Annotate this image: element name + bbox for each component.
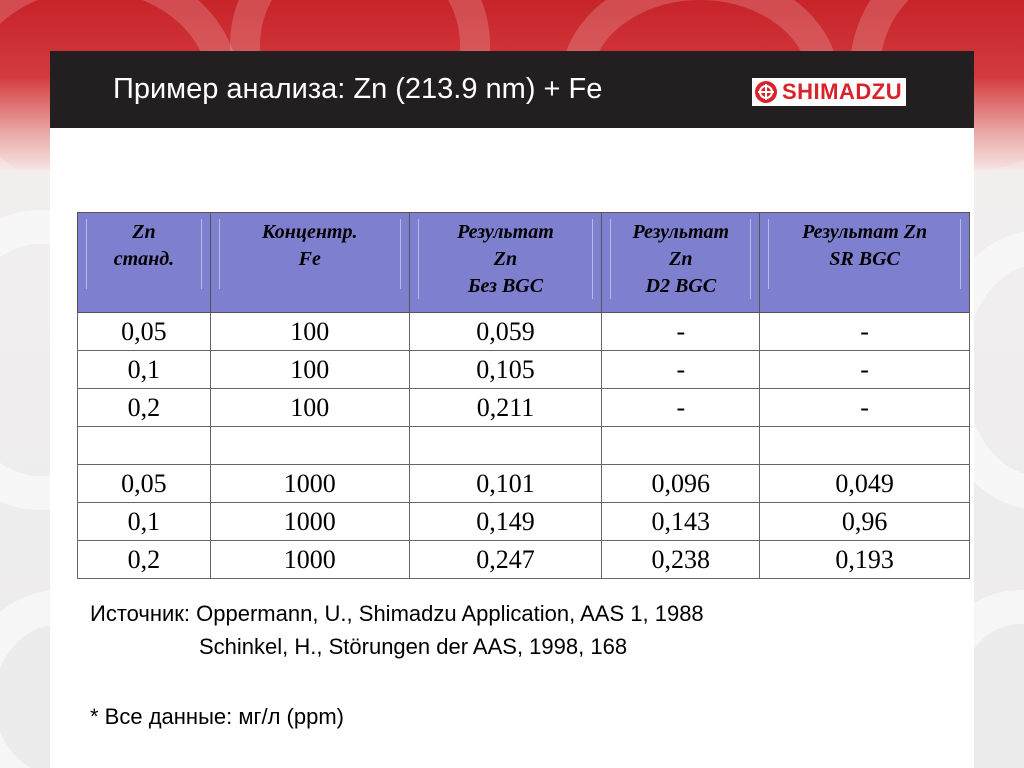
table-cell: 0,211 [409, 389, 602, 427]
shimadzu-logo [752, 78, 906, 106]
table-row [78, 541, 970, 579]
table-cell: 1000 [210, 503, 409, 541]
table-cell: 0,238 [602, 541, 760, 579]
title-bar [50, 51, 974, 128]
header-zn-sr-bgc: Результат Zn SR BGC [760, 213, 970, 313]
table-cell: 0,149 [409, 503, 602, 541]
header-zn-d2-bgc: Результат Zn D2 BGC [602, 213, 760, 313]
header-zn-standard: Zn станд. [78, 213, 211, 313]
table-cell: 0,247 [409, 541, 602, 579]
table-row [78, 389, 970, 427]
table-cell: 0,105 [409, 351, 602, 389]
table-cell: 0,96 [760, 503, 970, 541]
table-cell: 1000 [210, 465, 409, 503]
table-header-row [78, 213, 970, 313]
table-cell: 100 [210, 351, 409, 389]
table-row [78, 313, 970, 351]
table-cell: 1000 [210, 541, 409, 579]
table-cell: 0,05 [78, 465, 211, 503]
table-cell [78, 427, 211, 465]
shimadzu-logo-icon [755, 81, 777, 103]
table-cell: 100 [210, 389, 409, 427]
table-cell: 0,059 [409, 313, 602, 351]
table-cell: 0,05 [78, 313, 211, 351]
table-cell: 0,2 [78, 389, 211, 427]
table-cell: 0,193 [760, 541, 970, 579]
table-row [78, 351, 970, 389]
table-cell: 0,096 [602, 465, 760, 503]
table-cell: 0,1 [78, 503, 211, 541]
table-cell: 0,1 [78, 351, 211, 389]
table-row-empty [78, 427, 970, 465]
slide-title: Пример анализа: Zn (213.9 nm) + Fe [113, 73, 603, 105]
table-cell [760, 427, 970, 465]
table-cell [210, 427, 409, 465]
table-cell: - [760, 313, 970, 351]
table-cell: - [602, 351, 760, 389]
header-zn-no-bgc: Результат Zn Без BGC [409, 213, 602, 313]
units-note: * Все данные: мг/л (ppm) [90, 704, 344, 729]
table-row [78, 465, 970, 503]
table-row [78, 503, 970, 541]
logo-text: SHIMADZU [782, 79, 903, 104]
table-cell: 0,101 [409, 465, 602, 503]
results-table [77, 212, 970, 579]
table-cell: 0,049 [760, 465, 970, 503]
table-cell: 100 [210, 313, 409, 351]
table-cell: 0,2 [78, 541, 211, 579]
header-fe-concentration: Концентр. Fe [210, 213, 409, 313]
table-cell: - [602, 389, 760, 427]
table-cell: - [760, 389, 970, 427]
table-cell: - [602, 313, 760, 351]
table-cell: 0,143 [602, 503, 760, 541]
table-cell: - [760, 351, 970, 389]
table-cell [409, 427, 602, 465]
source-line-2: Schinkel, H., Störungen der AAS, 1998, 168 [199, 634, 628, 659]
table-cell [602, 427, 760, 465]
source-citation [90, 597, 704, 663]
source-line-1: Источник: Oppermann, U., Shimadzu Application, AAS 1, 1988 [90, 601, 704, 626]
